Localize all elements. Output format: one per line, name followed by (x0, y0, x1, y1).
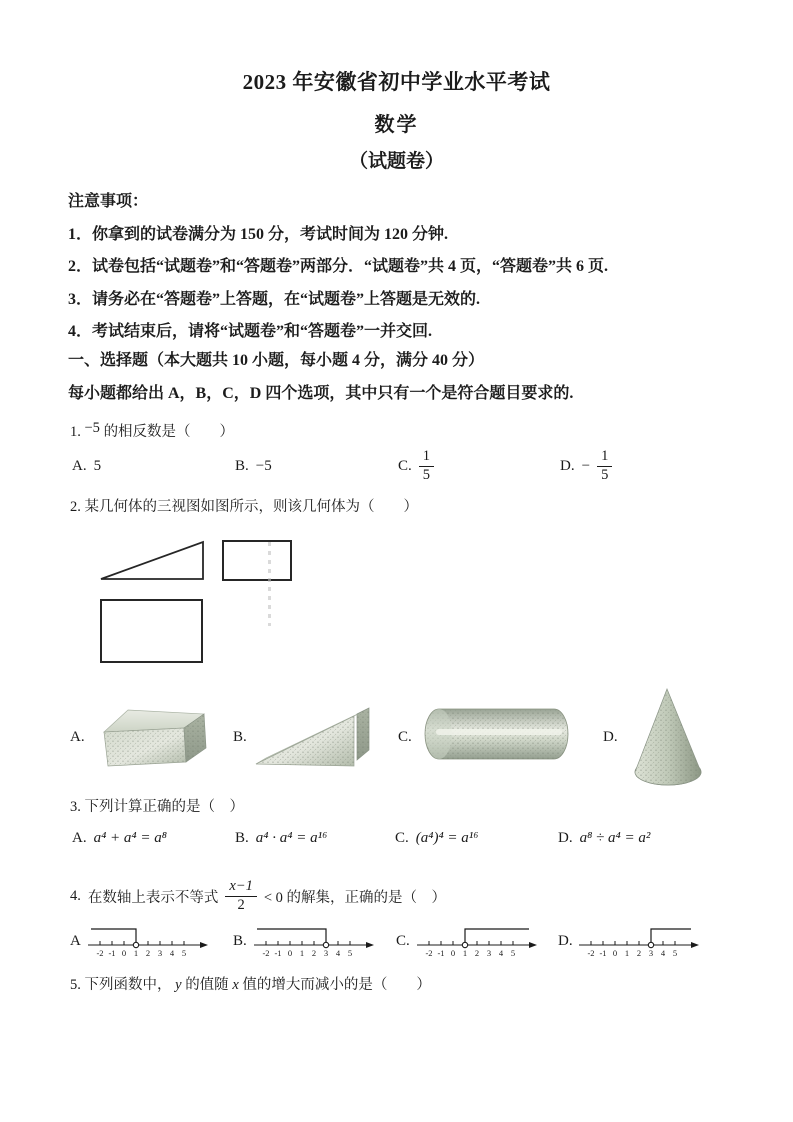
option-label: A. (72, 830, 87, 846)
denominator: 5 (601, 466, 609, 483)
option-label: D. (603, 729, 618, 745)
minus-sign: − (581, 457, 591, 474)
q1-number: 1. (70, 424, 81, 440)
svg-text:1: 1 (462, 948, 468, 958)
section-heading: 一、选择题（本大题共 10 小题，每小题 4 分，满分 40 分） (68, 352, 485, 369)
svg-text:4: 4 (335, 948, 341, 958)
q1-expression: −5 (84, 420, 100, 436)
q5-text: 5. 下列函数中， (70, 977, 172, 993)
svg-text:1: 1 (624, 948, 630, 958)
svg-text:-2: -2 (587, 948, 595, 958)
denominator: 2 (237, 896, 245, 913)
svg-text:2: 2 (311, 948, 317, 958)
q4-number: 4. (70, 887, 81, 904)
page-title: 2023 年安徽省初中学业水平考试 (242, 70, 551, 94)
side-view-rectangle (222, 540, 292, 581)
q5-var-x: x (232, 977, 239, 993)
option-label: C. (396, 933, 410, 949)
svg-text:0: 0 (121, 948, 127, 958)
q3-option-d (558, 830, 650, 847)
option-formula: a⁸ ÷ a⁴ = a² (579, 830, 651, 846)
number-line-d (577, 920, 703, 965)
q3-stem: 3. 下列计算正确的是（ ） (70, 799, 244, 815)
numerator: 1 (597, 449, 612, 466)
q4-stem (70, 872, 446, 920)
q1-option-c (398, 443, 434, 489)
svg-text:4: 4 (169, 948, 175, 958)
svg-text:1: 1 (299, 948, 305, 958)
option-label: C. (398, 729, 412, 745)
cylinder-shape (422, 702, 572, 762)
svg-text:-1: -1 (274, 948, 282, 958)
svg-text:-2: -2 (262, 948, 270, 958)
q5-stem (70, 973, 431, 994)
cuboid-shape (92, 700, 214, 770)
note-item-4: 4．考试结束后，请将“试题卷”和“答题卷”一并交回. (68, 323, 433, 340)
option-label: B. (235, 457, 249, 474)
svg-text:3: 3 (323, 948, 329, 958)
q3-option-b (235, 830, 327, 847)
svg-text:2: 2 (474, 948, 480, 958)
svg-text:-1: -1 (599, 948, 607, 958)
option-formula: a⁴ · a⁴ = a¹⁶ (255, 830, 328, 846)
note-item-2: 2．试卷包括“试题卷”和“答题卷”两部分．“试题卷”共 4 页，“答题卷”共 6 页. (68, 258, 609, 275)
option-value: 5 (93, 457, 102, 474)
svg-text:-2: -2 (96, 948, 104, 958)
numerator: x−1 (225, 879, 256, 896)
q1-option-a (72, 443, 101, 489)
option-formula: (a⁴)⁴ = a¹⁶ (415, 830, 479, 846)
option-value: −5 (255, 457, 272, 474)
note-item-3: 3．请务必在“答题卷”上答题，在“试题卷”上答题是无效的. (68, 291, 481, 308)
svg-text:-1: -1 (437, 948, 445, 958)
svg-text:5: 5 (347, 948, 353, 958)
option-formula: a⁴ + a⁴ = a⁸ (93, 830, 167, 846)
numerator: 1 (419, 449, 434, 466)
q5-var-y: y (175, 977, 182, 993)
fraction (225, 879, 256, 912)
q2-stem: 2. 某几何体的三视图如图所示，则该几何体为（ ） (70, 499, 418, 515)
q5-text: 的值随 (185, 977, 233, 993)
svg-text:-2: -2 (425, 948, 433, 958)
q3-option-c (395, 830, 479, 847)
q3-option-a (72, 830, 167, 847)
scan-artifact (268, 542, 271, 626)
option-label: D. (560, 457, 575, 474)
option-label: D. (558, 830, 573, 846)
svg-text:5: 5 (510, 948, 516, 958)
q5-text: 值的增大而减小的是（ ） (242, 977, 431, 993)
svg-text:0: 0 (287, 948, 293, 958)
front-view-triangle (99, 536, 206, 582)
q4-stem-post: < 0 的解集，正确的是（ ） (263, 889, 447, 906)
option-label: C. (398, 457, 412, 474)
svg-text:4: 4 (660, 948, 666, 958)
svg-text:5: 5 (672, 948, 678, 958)
number-line-b (252, 920, 378, 965)
q1-stem-text: 的相反数是（ ） (103, 424, 235, 440)
denominator: 5 (422, 466, 431, 483)
option-label: A (70, 933, 81, 949)
svg-text:5: 5 (181, 948, 187, 958)
svg-text:4: 4 (498, 948, 504, 958)
q4-stem-pre: 在数轴上表示不等式 (87, 889, 219, 906)
paper-type-title: （试题卷） (348, 151, 444, 172)
subject-title: 数学 (374, 114, 419, 136)
fraction (419, 449, 434, 482)
top-view-rectangle (100, 599, 203, 663)
section-note: 每小题都给出 A，B，C，D 四个选项，其中只有一个是符合题目要求的. (68, 385, 574, 402)
cone-shape (630, 684, 706, 788)
fraction (597, 449, 612, 482)
option-label: B. (233, 729, 247, 745)
svg-text:3: 3 (648, 948, 654, 958)
notes-heading: 注意事项： (68, 193, 149, 210)
triangular-prism-shape (252, 696, 384, 776)
svg-text:1: 1 (133, 948, 139, 958)
svg-text:3: 3 (486, 948, 492, 958)
svg-text:2: 2 (636, 948, 642, 958)
option-label: A. (70, 729, 85, 745)
svg-text:0: 0 (450, 948, 456, 958)
svg-text:2: 2 (145, 948, 151, 958)
svg-text:0: 0 (612, 948, 618, 958)
option-label: D. (558, 933, 573, 949)
svg-text:3: 3 (157, 948, 163, 958)
option-label: A. (72, 457, 87, 474)
number-line-c (415, 920, 541, 965)
option-label: B. (233, 933, 247, 949)
q1-option-b (235, 443, 272, 489)
note-item-1: 1．你拿到的试卷满分为 150 分，考试时间为 120 分钟. (68, 226, 449, 243)
option-label: B. (235, 830, 249, 846)
q1-stem (70, 420, 234, 441)
option-label: C. (395, 830, 409, 846)
number-line-a (86, 920, 212, 965)
svg-text:-1: -1 (108, 948, 116, 958)
q1-option-d (560, 443, 612, 489)
